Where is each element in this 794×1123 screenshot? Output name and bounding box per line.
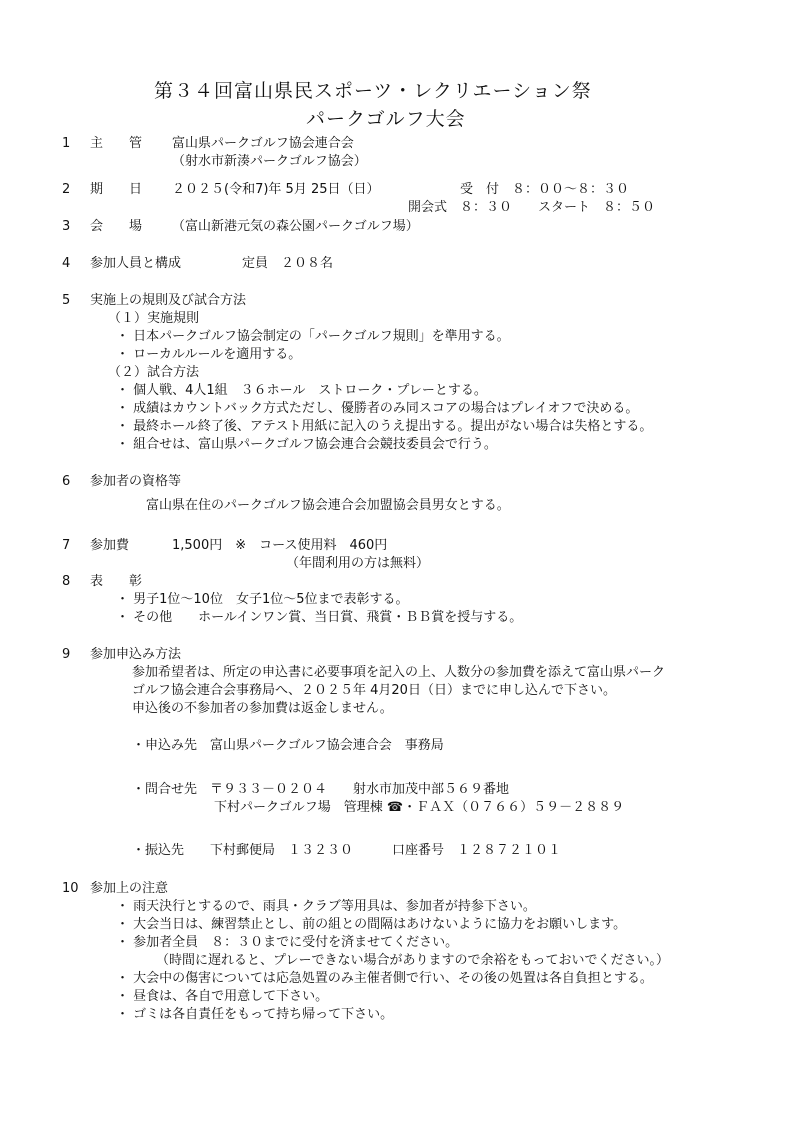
section-5-number: 5 bbox=[62, 293, 71, 308]
section-3-label: 会 場 bbox=[90, 219, 143, 234]
list-item: ・ 成績はカウントバック方式ただし、優勝者のみ同スコアの場合はプレイオフで決める。 bbox=[116, 401, 639, 416]
section-6-number: 6 bbox=[62, 474, 71, 489]
list-item: ・ 組合せは、富山県パークゴルフ協会連合会競技委員会で行う。 bbox=[116, 437, 497, 452]
page-subtitle: パークゴルフ大会 bbox=[306, 108, 466, 130]
eligibility: 富山県在住のパークゴルフ協会連合会加盟協会員男女とする。 bbox=[146, 498, 510, 513]
section-1-label: 主 管 bbox=[90, 136, 143, 151]
section-9-number: 9 bbox=[62, 647, 71, 662]
contact-address: ・問合せ先 〒９３３－０２０４ 射水市加茂中部５６９番地 bbox=[132, 782, 510, 797]
reception-time: 受 付 ８：００～８：３０ bbox=[460, 182, 630, 197]
list-item: ・ その他 ホールインワン賞、当日賞、飛賞・ＢＢ賞を授与する。 bbox=[116, 610, 523, 625]
page-title: 第３４回富山県民スポーツ・レクリエーション祭 bbox=[154, 80, 592, 102]
section-3-number: 3 bbox=[62, 219, 71, 234]
section-5-label: 実施上の規則及び試合方法 bbox=[90, 293, 247, 308]
fee-note: （年間利用の方は無料） bbox=[286, 556, 430, 571]
venue: （富山新港元気の森公園パークゴルフ場） bbox=[172, 219, 419, 234]
section-8-label: 表 彰 bbox=[90, 574, 143, 589]
bank-transfer: ・振込先 下村郵便局 １３２３０ 口座番号 １２８７２１０１ bbox=[132, 843, 562, 858]
list-item: ・ 参加者全員 ８：３０までに受付を済ませてください。 bbox=[116, 935, 459, 950]
section-6-label: 参加者の資格等 bbox=[90, 474, 182, 489]
application-text: 参加希望者は、所定の申込書に必要事項を記入の上、人数分の参加費を添えて富山県パーク bbox=[132, 665, 666, 680]
contact-phone: 下村パークゴルフ場 管理棟 ☎・ＦＡＸ（０７６６）５９－２８８９ bbox=[214, 800, 625, 815]
list-item: ・ ゴミは各自責任をもって持ち帰って下さい。 bbox=[116, 1007, 394, 1022]
organizer-sub: （射水市新湊パークゴルフ協会） bbox=[172, 154, 367, 169]
application-text: 申込後の不参加者の参加費は返金しません。 bbox=[132, 701, 393, 716]
section-7-label: 参加費 bbox=[90, 538, 130, 553]
section-9-label: 参加申込み方法 bbox=[90, 647, 182, 662]
list-item: ・ 雨天決行とするので、雨具・クラブ等用具は、参加者が持参下さい。 bbox=[116, 899, 536, 914]
section-4-label: 参加人員と構成 bbox=[90, 256, 182, 271]
list-item: ・ 最終ホール終了後、アテスト用紙に記入のうえ提出する。提出がない場合は失格とする。 bbox=[116, 419, 653, 434]
organizer: 富山県パークゴルフ協会連合会 bbox=[172, 136, 354, 151]
method-heading: （２）試合方法 bbox=[108, 365, 200, 380]
apply-to: ・申込み先 富山県パークゴルフ協会連合会 事務局 bbox=[132, 738, 444, 753]
list-item: ・ 男子1位～10位 女子1位～5位まで表彰する。 bbox=[116, 592, 409, 607]
fee: 1,500円 ※ コース使用料 460円 bbox=[172, 538, 388, 553]
list-item: ・ 個人戦、4人1組 ３６ホール ストローク・プレーとする。 bbox=[116, 383, 487, 398]
section-7-number: 7 bbox=[62, 538, 71, 553]
list-item: ・ 大会当日は、練習禁止とし、前の組との間隔はあけないように協力をお願いします。 bbox=[116, 917, 627, 932]
list-item: ・ 日本パークゴルフ協会制定の「パークゴルフ規則」を準用する。 bbox=[116, 329, 510, 344]
opening-time: 開会式 ８：３０ スタート ８：５０ bbox=[408, 200, 656, 215]
section-4-number: 4 bbox=[62, 256, 71, 271]
section-1-number: 1 bbox=[62, 136, 71, 151]
time-note: （時間に遅れると、プレーできない場合がありますので余裕をもっておいでください。） bbox=[156, 953, 669, 968]
section-10-number: 10 bbox=[62, 881, 79, 896]
section-2-label: 期 日 bbox=[90, 182, 143, 197]
event-date: ２０２５(令和7)年 5月 25日（日） bbox=[172, 182, 380, 197]
capacity: 定員 ２０８名 bbox=[242, 256, 334, 271]
rules-heading: （１）実施規則 bbox=[108, 311, 200, 326]
section-10-label: 参加上の注意 bbox=[90, 881, 169, 896]
list-item: ・ ローカルルールを適用する。 bbox=[116, 347, 302, 362]
application-text: ゴルフ協会連合会事務局へ、２０２５年 4月20日（日）までに申し込んで下さい。 bbox=[132, 683, 616, 698]
list-item: ・ 昼食は、各自で用意して下さい。 bbox=[116, 989, 329, 1004]
section-2-number: 2 bbox=[62, 182, 71, 197]
list-item: ・ 大会中の傷害については応急処置のみ主催者側で行い、その後の処置は各自負担とする。 bbox=[116, 971, 653, 986]
section-8-number: 8 bbox=[62, 574, 71, 589]
